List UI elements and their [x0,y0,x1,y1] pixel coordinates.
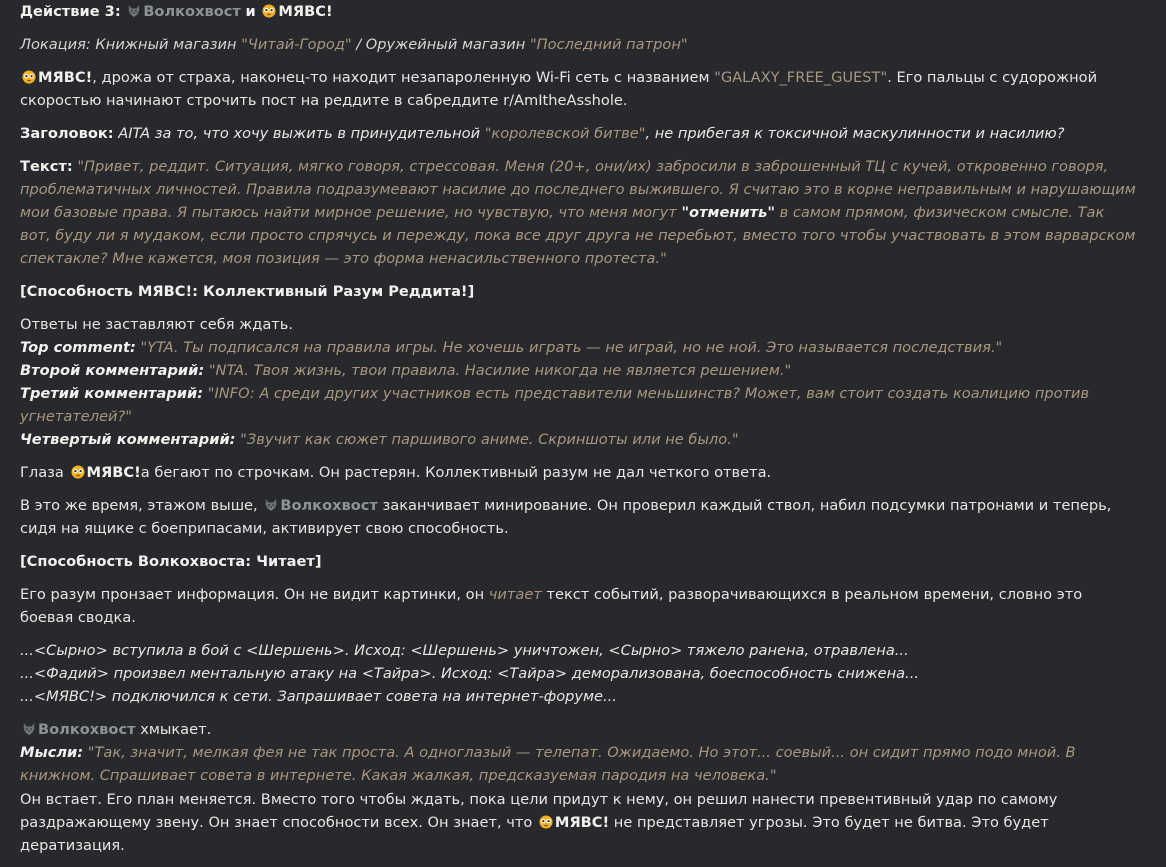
paragraph-mind: Его разум пронзает информация. Он не видит картинки, он читает текст событий, разворачивающихся в реальном времени, словно это боевая сводка. [20,586,1083,626]
wolf-icon [127,4,141,18]
comment-line: Третий комментарий: "INFO: А среди других участников есть представители меньшинств? Может, вам стоит создать коалицию против угнетателей?" [20,385,1090,425]
character-name-myavs: МЯВС! [278,3,333,20]
ability-heading-reddit: [Способность МЯВС!: Коллективный Разум Реддита!] [20,283,475,300]
owl-face-icon [262,4,276,18]
scoff-line: Волкохвост хмыкает. [20,718,1136,741]
comment-line: Top comment: "YTA. Ты подписался на правила игры. Не хочешь играть — не играй, но не ной. Это называется последствия." [20,339,1003,356]
owl-face-icon [539,815,553,829]
act-heading [20,0,1136,23]
post-title-line: Заголовок: AITA за то, что хочу выжить в принудительной "королевской битве", не прибегая к токсичной маскулинности и насилию? [20,125,1065,142]
post-text: Текст: "Привет, реддит. Ситуация, мягко говоря, стрессовая. Меня (20+, они/их) забросили в заброшенный ТЦ с кучей, откровенно говоря, проблематичных личностей. Правила подразумевают насилие до последнего выжившего. Я считаю это в корне неправильным и нарушающим мои базовые права. Я пытаюсь найти мирное решение, но чувствую, что меня могут "отменить" в самом прямом, физическом смысле. Так вот, буду ли я мудаком, если просто спрячусь и пережду, пока все друг друга не перебьют, вместо того чтобы участвовать в этом варварском спектакле? Мне кажется, моя позиция — это форма ненасильственного протеста." [20,158,1136,267]
paragraph-final: Он встает. Его план меняется. Вместо того чтобы ждать, пока цели придут к нему, он решил нанести превентивный удар по самому раздражающему звену. Он знает способности всех. Он знает, что МЯВС! не представляет угрозы. Это будет не битва. Это будет дератизация. [20,791,1058,854]
paragraph-eyes: Глаза МЯВС!а бегают по строчкам. Он растерян. Коллективный разум не дал четкого ответа. [20,464,772,481]
and-word: и [245,3,256,20]
wolf-icon [264,498,278,512]
answers-intro: Ответы не заставляют себя ждать. [20,316,294,333]
owl-face-icon [71,465,85,479]
feed-line: ...<Фадий> произвел ментальную атаку на <Тайра>. Исход: <Тайра> деморализована, боеспособность снижена... [20,665,919,682]
event-feed [20,639,1136,708]
feed-line: ...<МЯВС!> подключился к сети. Запрашивает совета на интернет-форуме... [20,688,617,705]
character-name-wolf: Волкохвост [143,3,241,20]
paragraph-wifi: МЯВС!, дрожа от страха, наконец-то находит незапароленную Wi-Fi сеть с названием "GALAXY_FREE_GUEST". Его пальцы с судорожной скоростью начинают строчить пост на реддите в сабреддите r/AmItheAsshole. [20,69,1098,109]
thoughts-line: Мысли: "Так, значит, мелкая фея не так проста. А одноглазый — телепат. Ожидаемо. Но этот... соевый... он сидит прямо подо мной. В книжном. Спрашивает совета в интернете. Какая жалкая, предсказуемая пародия на человека." [20,744,1076,784]
paragraph-meanwhile: В это же время, этажом выше, Волкохвост заканчивает минирование. Он проверил каждый ствол, набил подсумки патронами и теперь, сидя на ящике с боеприпасами, активирует свою способность. [20,497,1112,537]
feed-line: ...<Сырно> вступила в бой с <Шершень>. Исход: <Шершень> уничтожен, <Сырно> тяжело ранена, отравлена... [20,642,909,659]
location-line: Локация: Книжный магазин "Читай-Город" / Оружейный магазин "Последний патрон" [20,36,688,53]
comment-line: Второй комментарий: "NTA. Твоя жизнь, твои правила. Насилие никогда не является решением." [20,362,792,379]
thoughts-block [20,718,1136,787]
act-label: Действие 3: [20,3,121,20]
document-body [20,0,1136,867]
comments-block [20,313,1136,451]
ability-heading-reads: [Способность Волкохвоста: Читает] [20,553,322,570]
wolf-icon [22,722,36,736]
owl-face-icon [22,70,36,84]
comment-line: Четвертый комментарий: "Звучит как сюжет паршивого аниме. Скриншоты или не было." [20,431,739,448]
